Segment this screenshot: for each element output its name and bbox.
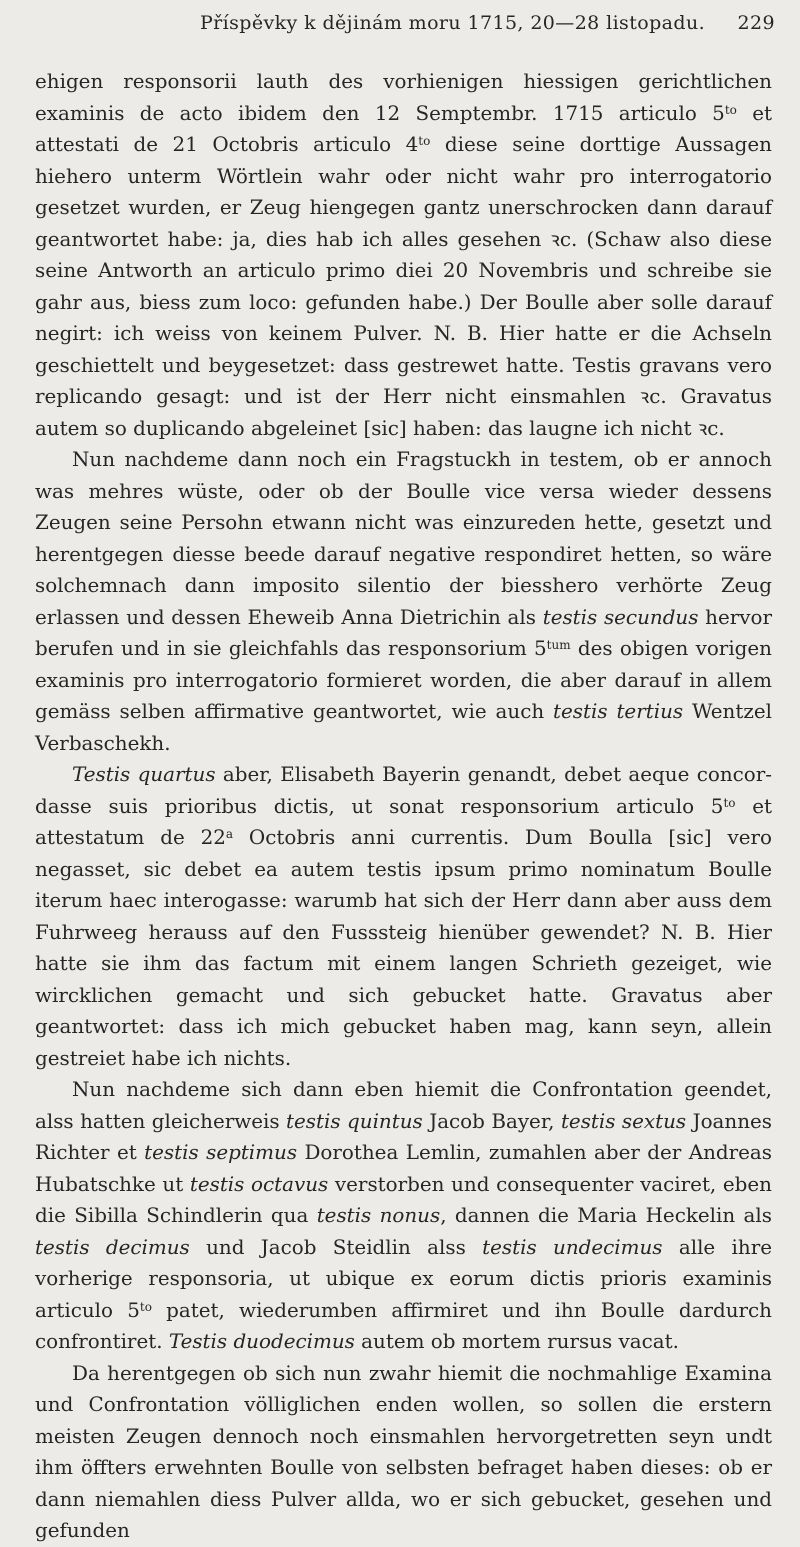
body-text — [35, 66, 772, 1547]
text-run: Wentzel Verbaschekh. — [35, 700, 772, 755]
text-run: des obigen vorigen examinis pro interrogatorio formieret worden, die aber darauf in allem gemäss selben affirmative geantwortet, wie auch — [35, 637, 772, 723]
italic-text: testis quintus — [286, 1109, 423, 1133]
paragraph — [35, 444, 772, 759]
superscript-abbreviation: to — [723, 795, 736, 810]
superscript-abbreviation: tum — [546, 638, 571, 652]
page-number: 229 — [737, 12, 775, 34]
text-run: , dannen die Maria Heckelin als — [440, 1204, 772, 1227]
text-run: verstorben und consequenter vaciret, eben die Sibilla Schindlerin qua — [35, 1172, 772, 1227]
italic-text: testis nonus — [316, 1204, 441, 1227]
paragraph — [35, 66, 772, 444]
paragraph — [35, 759, 772, 1074]
italic-text: Testis quartus — [72, 763, 216, 786]
text-run: hervor berufen und in sie gleichfahls das responsorium 5 — [35, 605, 772, 660]
text-run: alle ihre vorherige responsoria, ut ubique ex eorum dictis prioris examinis articulo 5 — [35, 1235, 772, 1322]
text-run: Nun nachdeme sich dann eben hiemit die Confrontation geendet, alss hatten gleicherweis — [35, 1078, 772, 1133]
superscript-abbreviation: to — [418, 134, 431, 148]
superscript-abbreviation: to — [724, 102, 737, 117]
text-run: Joannes Richter et — [35, 1109, 772, 1164]
text-run: diese seine dorttige Aussagen hiehero unterm Wörtlein wahr oder nicht wahr pro interrogatorio gesetzet wurden, er Zeug hiengegen gantz unerschrocken dann darauf geantwortet habe: ja, dies hab ich alles gesehen ꝛc. (Schaw also diese seine Antworth an articulo primo diei 20 Novembris und schreibe sie gahr aus, biess zum loco: gefunden habe.) Der Boulle aber solle darauf negirt: ich weiss von keinem Pulver. N. B. Hier hatte er die Achseln geschiettelt und beygesetzet: dass gestrewet hatte. Testis gravans vero replicando gesagt: und ist der Herr nicht einsmahlen ꝛc. Gravatus autem so duplicando abgeleinet [sic] haben: das laugne ich nicht ꝛc. — [35, 133, 772, 440]
paragraph — [35, 1358, 772, 1547]
text-run: patet, wiederumben affirmiret und ihn Boulle dardurch confrontiret. — [35, 1298, 772, 1353]
text-run: Da herentgegen ob sich nun zwahr hiemit die nochmahlige Examina und Confrontation völliglichen enden wollen, so sollen die erstern meisten Zeugen dennoch noch einsmahlen hervorgetretten seyn undt ihm öffters erwehnten Boulle von selbsten befraget haben dieses: ob er dann niemahlen diess Pulver allda, wo er sich gebucket, gesehen und gefunden — [35, 1361, 772, 1542]
italic-text: testis undecimus — [482, 1235, 663, 1259]
superscript-abbreviation: to — [139, 1299, 152, 1314]
superscript-abbreviation: a — [225, 827, 234, 841]
italic-text: testis octavus — [189, 1172, 329, 1196]
text-run: ehigen responsorii lauth des vorhienigen hiessigen gerichtlichen examinis de acto ibidem den 12 Semptembr. 1715 articulo 5 — [35, 70, 772, 125]
text-run: Jacob Bayer, — [422, 1109, 561, 1133]
text-run: et attestati de 21 Octobris articulo 4 — [35, 101, 772, 156]
italic-text: testis sextus — [560, 1109, 687, 1133]
italic-text: testis secundus — [542, 605, 699, 629]
text-run: Nun nachdeme dann noch ein Fragstuckh in testem, ob er annoch was mehres wüste, oder ob der Boulle vice versa wieder dessens Zeugen seine Persohn etwann nicht was einzureden hette, gesetzt und herentgegen diesse beede darauf negative respondiret hetten, so wäre solchemnach dann imposito silentio der biesshero verhörte Zeug erlassen und dessen Eheweib Anna Dietrichin als — [35, 448, 772, 629]
italic-text: testis septimus — [144, 1141, 298, 1164]
italic-text: testis tertius — [553, 700, 684, 723]
italic-text: Testis duodecimus — [168, 1330, 355, 1353]
running-header — [200, 12, 775, 42]
paragraph — [35, 1074, 772, 1358]
text-run: autem ob mortem rursus vacat. — [354, 1330, 679, 1353]
text-run: aber, Elisabeth Bayerin genandt, debet aeque concordasse suis prioribus dictis, ut sonat responsorium articulo 5 — [35, 763, 772, 818]
text-run: Dorothea Lemlin, zumahlen aber der Andreas Hubatschke ut — [35, 1141, 772, 1196]
text-run: et attestatum de 22 — [35, 794, 772, 849]
text-run: und Jacob Steidlin alss — [189, 1235, 483, 1259]
text-run: Octobris anni currentis. Dum Boulla [sic] vero negasset, sic debet ea autem testis ipsum primo nominatum Boulle iterum haec interogasse: warumb hat sich der Herr dann aber auss dem Fuhrweeg herauss auf den Fusssteig hienüber gewendet? N. B. Hier hatte sie ihm das factum mit einem langen Schrieth gezeiget, wie wircklichen gemacht und sich gebucket hatte. Gravatus aber geantwortet: dass ich mich gebucket haben mag, kann seyn, allein gestreiet habe ich nichts. — [35, 826, 772, 1070]
italic-text: testis decimus — [35, 1235, 190, 1259]
running-title: Příspěvky k dějinám moru 1715, 20—28 listopadu. — [200, 12, 706, 34]
